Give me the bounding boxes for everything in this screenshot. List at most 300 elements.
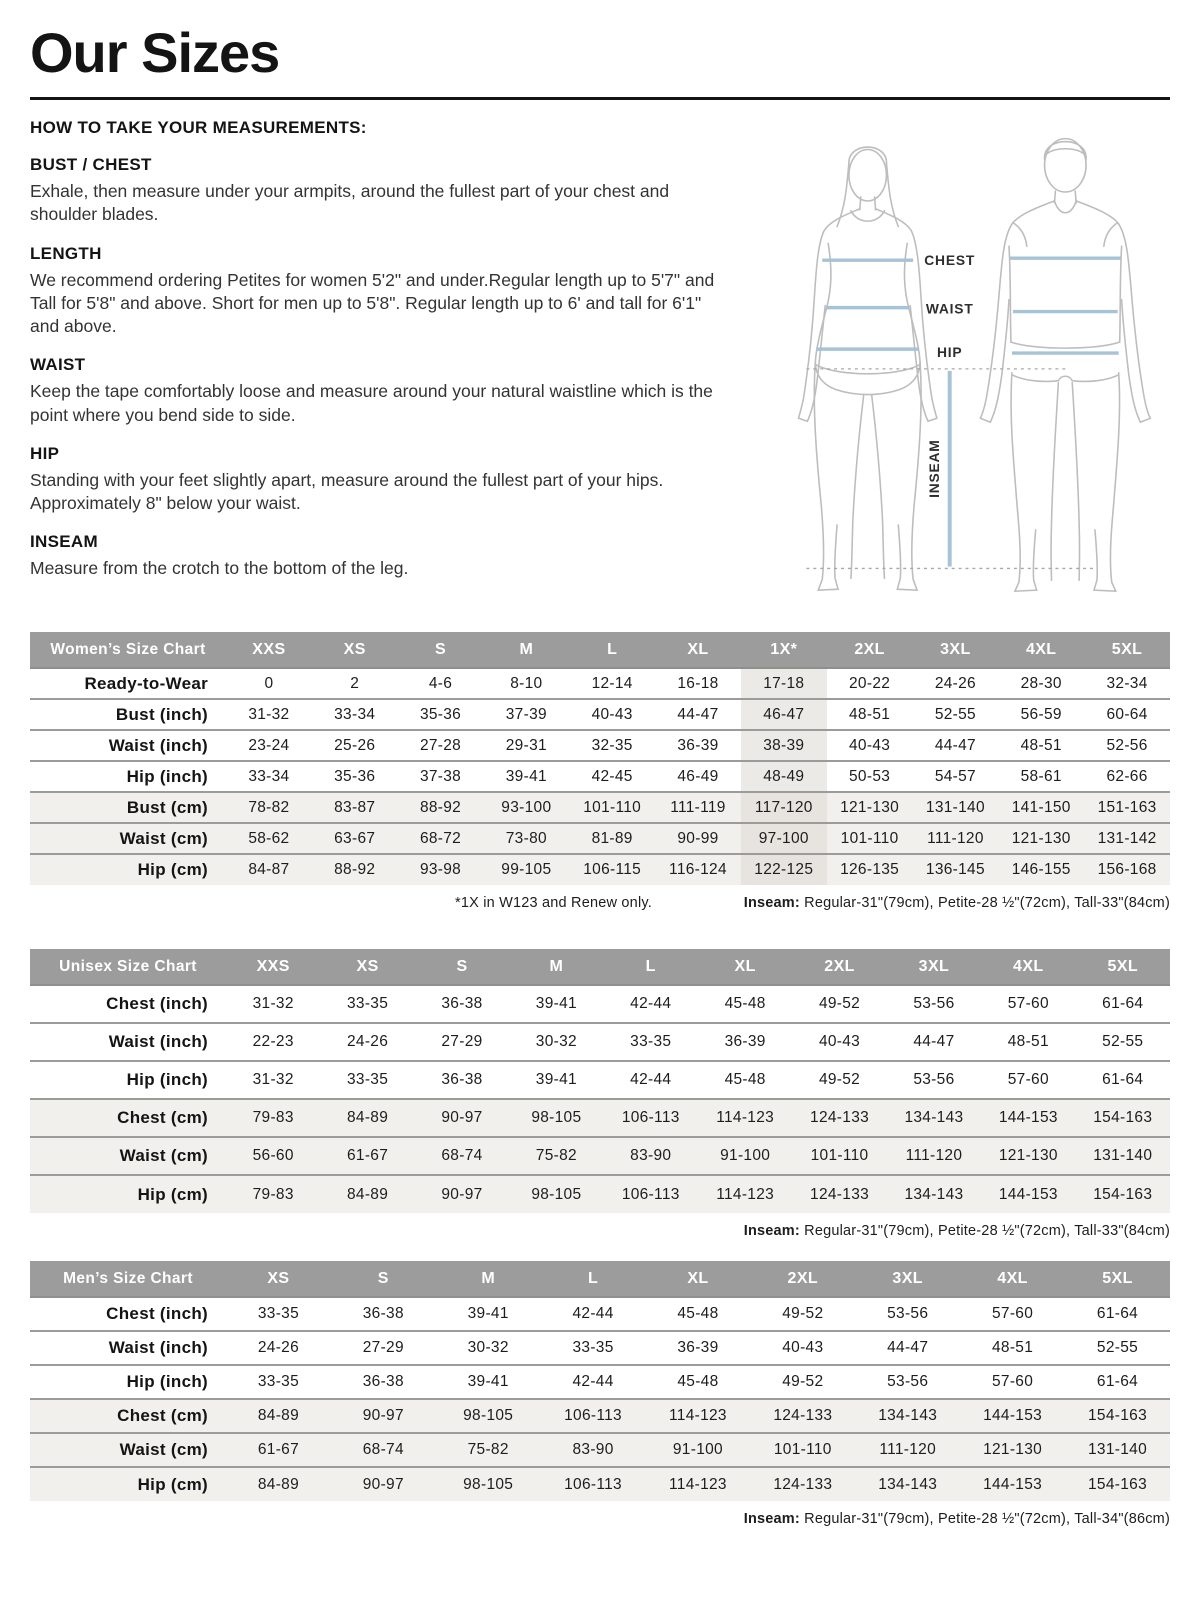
size-value-cell: 29-31 (483, 730, 569, 761)
size-value-cell: 98-105 (509, 1175, 603, 1213)
size-value-cell: 30-32 (509, 1023, 603, 1061)
size-column-header: M (509, 949, 603, 985)
body-measurement-diagram (759, 118, 1174, 596)
size-value-cell: 63-67 (312, 823, 398, 854)
size-value-cell: 124-133 (792, 1175, 886, 1213)
size-column-header: 5XL (1076, 949, 1170, 985)
size-value-cell: 79-83 (226, 1099, 320, 1137)
size-value-cell: 84-89 (226, 1399, 331, 1433)
size-column-header: 1X* (741, 632, 827, 668)
size-value-cell: 93-98 (398, 854, 484, 885)
measurement-row (30, 792, 1170, 823)
size-value-cell: 98-105 (436, 1467, 541, 1501)
size-value-cell: 28-30 (998, 668, 1084, 699)
size-value-cell: 46-49 (655, 761, 741, 792)
table-footnote (30, 895, 1170, 911)
size-value-cell: 114-123 (698, 1175, 792, 1213)
size-value-cell: 154-163 (1065, 1467, 1170, 1501)
instruction-title: WAIST (30, 355, 86, 375)
size-value-cell: 33-35 (604, 1023, 698, 1061)
size-value-cell: 79-83 (226, 1175, 320, 1213)
size-value-cell: 98-105 (509, 1099, 603, 1137)
row-label: Waist (cm) (30, 1137, 226, 1175)
size-value-cell: 36-38 (331, 1365, 436, 1399)
measurement-row (30, 854, 1170, 885)
size-value-cell: 56-59 (998, 699, 1084, 730)
size-value-cell: 134-143 (887, 1175, 981, 1213)
row-label: Hip (inch) (30, 761, 226, 792)
size-value-cell: 33-35 (320, 985, 414, 1023)
instruction-bust-chest (30, 155, 750, 227)
row-label: Waist (inch) (30, 1023, 226, 1061)
size-value-cell: 37-38 (398, 761, 484, 792)
size-charts (30, 632, 1170, 1527)
size-value-cell: 131-140 (1076, 1137, 1170, 1175)
size-chart-unisex-table (30, 949, 1170, 1213)
row-label: Chest (cm) (30, 1099, 226, 1137)
size-value-cell: 32-35 (569, 730, 655, 761)
size-value-cell: 101-110 (792, 1137, 886, 1175)
size-value-cell: 33-34 (226, 761, 312, 792)
row-label: Waist (cm) (30, 1433, 226, 1467)
size-value-cell: 24-26 (226, 1331, 331, 1365)
size-value-cell: 134-143 (855, 1399, 960, 1433)
size-value-cell: 57-60 (960, 1297, 1065, 1331)
size-value-cell: 17-18 (741, 668, 827, 699)
size-value-cell: 22-23 (226, 1023, 320, 1061)
size-column-header: M (483, 632, 569, 668)
size-value-cell: 83-90 (541, 1433, 646, 1467)
size-value-cell: 90-97 (331, 1399, 436, 1433)
size-value-cell: 39-41 (436, 1365, 541, 1399)
size-value-cell: 99-105 (483, 854, 569, 885)
size-column-header: L (541, 1261, 646, 1297)
size-value-cell: 131-140 (1065, 1433, 1170, 1467)
size-column-header: XS (312, 632, 398, 668)
size-value-cell: 121-130 (981, 1137, 1075, 1175)
measurement-row (30, 1399, 1170, 1433)
row-label: Hip (cm) (30, 1175, 226, 1213)
size-value-cell: 35-36 (312, 761, 398, 792)
size-column-header: 2XL (827, 632, 913, 668)
measurement-row (30, 699, 1170, 730)
size-value-cell: 42-44 (604, 985, 698, 1023)
size-value-cell: 124-133 (792, 1099, 886, 1137)
size-column-header: XS (320, 949, 414, 985)
size-value-cell: 53-56 (887, 1061, 981, 1099)
size-value-cell: 57-60 (981, 1061, 1075, 1099)
measurement-row (30, 1467, 1170, 1501)
size-value-cell: 88-92 (398, 792, 484, 823)
size-value-cell: 144-153 (960, 1399, 1065, 1433)
size-column-header: S (331, 1261, 436, 1297)
waist-label: WAIST (925, 300, 974, 317)
size-value-cell: 53-56 (887, 985, 981, 1023)
size-column-header: L (569, 632, 655, 668)
size-value-cell: 68-74 (331, 1433, 436, 1467)
measurement-row (30, 1061, 1170, 1099)
size-value-cell: 83-87 (312, 792, 398, 823)
size-value-cell: 36-39 (655, 730, 741, 761)
size-value-cell: 144-153 (981, 1175, 1075, 1213)
header-row (30, 949, 1170, 985)
size-value-cell: 144-153 (960, 1467, 1065, 1501)
size-value-cell: 33-35 (541, 1331, 646, 1365)
row-label: Hip (inch) (30, 1365, 226, 1399)
size-value-cell: 60-64 (1084, 699, 1170, 730)
size-value-cell: 24-26 (320, 1023, 414, 1061)
size-value-cell: 154-163 (1065, 1399, 1170, 1433)
size-column-header: 5XL (1084, 632, 1170, 668)
size-value-cell: 61-64 (1076, 1061, 1170, 1099)
size-value-cell: 154-163 (1076, 1175, 1170, 1213)
size-value-cell: 122-125 (741, 854, 827, 885)
size-column-header: 2XL (792, 949, 886, 985)
size-column-header: XL (698, 949, 792, 985)
size-value-cell: 124-133 (750, 1467, 855, 1501)
size-value-cell: 56-60 (226, 1137, 320, 1175)
size-value-cell: 126-135 (827, 854, 913, 885)
size-value-cell: 4-6 (398, 668, 484, 699)
size-value-cell: 12-14 (569, 668, 655, 699)
size-value-cell: 45-48 (646, 1297, 751, 1331)
size-value-cell: 16-18 (655, 668, 741, 699)
footnote-1x-note: *1X in W123 and Renew only. (455, 895, 652, 911)
measurement-row (30, 1365, 1170, 1399)
size-value-cell: 101-110 (569, 792, 655, 823)
size-value-cell: 40-43 (750, 1331, 855, 1365)
row-label: Bust (inch) (30, 699, 226, 730)
size-value-cell: 42-44 (541, 1365, 646, 1399)
size-column-header: S (398, 632, 484, 668)
size-value-cell: 68-74 (415, 1137, 509, 1175)
size-value-cell: 61-64 (1076, 985, 1170, 1023)
measurement-row (30, 761, 1170, 792)
size-value-cell: 84-89 (226, 1467, 331, 1501)
size-value-cell: 48-51 (827, 699, 913, 730)
size-value-cell: 49-52 (750, 1297, 855, 1331)
size-value-cell: 57-60 (981, 985, 1075, 1023)
instruction-body: Measure from the crotch to the bottom of the leg. (30, 558, 409, 579)
size-value-cell: 30-32 (436, 1331, 541, 1365)
size-value-cell: 106-113 (604, 1175, 698, 1213)
row-label: Waist (inch) (30, 730, 226, 761)
size-value-cell: 88-92 (312, 854, 398, 885)
size-value-cell: 52-55 (913, 699, 999, 730)
size-value-cell: 90-97 (415, 1175, 509, 1213)
size-value-cell: 62-66 (1084, 761, 1170, 792)
size-value-cell: 57-60 (960, 1365, 1065, 1399)
size-value-cell: 39-41 (509, 985, 603, 1023)
size-value-cell: 36-39 (646, 1331, 751, 1365)
size-value-cell: 38-39 (741, 730, 827, 761)
size-value-cell: 37-39 (483, 699, 569, 730)
size-value-cell: 58-62 (226, 823, 312, 854)
instruction-body: We recommend ordering Petites for women 5'2" and under.Regular length up to 5'7" and Tall for 5'8" and above. Short for men up to 5'8". Regular length up to 6' and tall for 6'1" and above. (30, 269, 715, 337)
size-value-cell: 45-48 (646, 1365, 751, 1399)
size-value-cell: 84-87 (226, 854, 312, 885)
size-column-header: XS (226, 1261, 331, 1297)
size-value-cell: 121-130 (998, 823, 1084, 854)
size-value-cell: 58-61 (998, 761, 1084, 792)
size-value-cell: 131-142 (1084, 823, 1170, 854)
measurement-instructions-section (30, 118, 1170, 598)
size-value-cell: 124-133 (750, 1399, 855, 1433)
size-value-cell: 27-29 (415, 1023, 509, 1061)
size-value-cell: 141-150 (998, 792, 1084, 823)
header-row (30, 1261, 1170, 1297)
header-row (30, 632, 1170, 668)
size-value-cell: 36-38 (415, 985, 509, 1023)
instruction-body: Standing with your feet slightly apart, measure around the fullest part of your hips. Approximately 8" below your waist. (30, 469, 664, 514)
size-value-cell: 134-143 (887, 1099, 981, 1137)
instruction-body: Exhale, then measure under your armpits, around the fullest part of your chest and shoulder blades. (30, 181, 670, 225)
size-value-cell: 121-130 (960, 1433, 1065, 1467)
size-value-cell: 27-28 (398, 730, 484, 761)
size-column-header: XXS (226, 949, 320, 985)
how-to-measure-text (30, 118, 750, 581)
instruction-title: LENGTH (30, 243, 102, 263)
table-footnote (30, 1511, 1170, 1527)
size-value-cell: 31-32 (226, 1061, 320, 1099)
instruction-body: Keep the tape comfortably loose and measure around your natural waistline which is the point where you bend side to side. (30, 381, 713, 425)
male-figure-illustration (980, 139, 1150, 592)
table-title: Unisex Size Chart (30, 949, 226, 985)
size-value-cell: 44-47 (855, 1331, 960, 1365)
inseam-label: INSEAM (925, 439, 942, 498)
size-value-cell: 35-36 (398, 699, 484, 730)
size-value-cell: 93-100 (483, 792, 569, 823)
instruction-waist (30, 355, 750, 427)
size-value-cell: 131-140 (913, 792, 999, 823)
table-title: Women’s Size Chart (30, 632, 226, 668)
size-value-cell: 154-163 (1076, 1099, 1170, 1137)
size-value-cell: 52-55 (1076, 1023, 1170, 1061)
size-value-cell: 75-82 (436, 1433, 541, 1467)
size-column-header: 2XL (750, 1261, 855, 1297)
table-footnote (30, 1223, 1170, 1239)
row-label: Hip (inch) (30, 1061, 226, 1099)
size-value-cell: 98-105 (436, 1399, 541, 1433)
size-value-cell: 114-123 (698, 1099, 792, 1137)
size-value-cell: 23-24 (226, 730, 312, 761)
size-column-header: 3XL (887, 949, 981, 985)
size-value-cell: 111-120 (913, 823, 999, 854)
size-value-cell: 45-48 (698, 1061, 792, 1099)
page-title: Our Sizes (30, 21, 280, 84)
size-value-cell: 8-10 (483, 668, 569, 699)
size-value-cell: 40-43 (569, 699, 655, 730)
size-value-cell: 111-119 (655, 792, 741, 823)
size-value-cell: 90-99 (655, 823, 741, 854)
size-value-cell: 84-89 (320, 1175, 414, 1213)
size-chart-women (30, 632, 1170, 911)
size-value-cell: 106-113 (541, 1467, 646, 1501)
size-value-cell: 97-100 (741, 823, 827, 854)
size-value-cell: 73-80 (483, 823, 569, 854)
size-value-cell: 48-51 (998, 730, 1084, 761)
size-column-header: M (436, 1261, 541, 1297)
size-value-cell: 136-145 (913, 854, 999, 885)
size-column-header: XL (655, 632, 741, 668)
size-value-cell: 20-22 (827, 668, 913, 699)
size-value-cell: 68-72 (398, 823, 484, 854)
size-value-cell: 111-120 (887, 1137, 981, 1175)
table-title: Men’s Size Chart (30, 1261, 226, 1297)
size-value-cell: 91-100 (698, 1137, 792, 1175)
size-value-cell: 45-48 (698, 985, 792, 1023)
size-value-cell: 91-100 (646, 1433, 751, 1467)
size-value-cell: 106-113 (541, 1399, 646, 1433)
size-value-cell: 116-124 (655, 854, 741, 885)
size-column-header: XXS (226, 632, 312, 668)
size-value-cell: 61-67 (226, 1433, 331, 1467)
size-value-cell: 33-34 (312, 699, 398, 730)
size-value-cell: 81-89 (569, 823, 655, 854)
size-value-cell: 106-113 (604, 1099, 698, 1137)
measurement-row (30, 823, 1170, 854)
size-value-cell: 61-64 (1065, 1297, 1170, 1331)
size-value-cell: 39-41 (483, 761, 569, 792)
size-value-cell: 48-51 (981, 1023, 1075, 1061)
size-value-cell: 83-90 (604, 1137, 698, 1175)
instruction-title: INSEAM (30, 532, 98, 552)
size-value-cell: 111-120 (855, 1433, 960, 1467)
size-value-cell: 54-57 (913, 761, 999, 792)
size-value-cell: 156-168 (1084, 854, 1170, 885)
size-value-cell: 32-34 (1084, 668, 1170, 699)
size-value-cell: 36-38 (415, 1061, 509, 1099)
size-value-cell: 75-82 (509, 1137, 603, 1175)
measurement-row (30, 1137, 1170, 1175)
size-value-cell: 117-120 (741, 792, 827, 823)
measurement-row (30, 1023, 1170, 1061)
measurement-row (30, 1297, 1170, 1331)
size-value-cell: 50-53 (827, 761, 913, 792)
size-value-cell: 61-64 (1065, 1365, 1170, 1399)
size-value-cell: 42-44 (604, 1061, 698, 1099)
size-value-cell: 44-47 (913, 730, 999, 761)
row-label: Waist (cm) (30, 823, 226, 854)
size-column-header: S (415, 949, 509, 985)
size-column-header: L (604, 949, 698, 985)
size-chart-men-table (30, 1261, 1170, 1501)
size-value-cell: 101-110 (750, 1433, 855, 1467)
size-value-cell: 49-52 (792, 1061, 886, 1099)
size-value-cell: 78-82 (226, 792, 312, 823)
size-value-cell: 31-32 (226, 699, 312, 730)
footnote-inseam: Inseam: Regular-31"(79cm), Petite-28 ½"(72cm), Tall-33"(84cm) (743, 1223, 1170, 1239)
size-value-cell: 44-47 (887, 1023, 981, 1061)
measurement-row (30, 1331, 1170, 1365)
size-column-header: 4XL (960, 1261, 1065, 1297)
size-value-cell: 114-123 (646, 1399, 751, 1433)
size-value-cell: 53-56 (855, 1297, 960, 1331)
row-label: Hip (cm) (30, 1467, 226, 1501)
size-value-cell: 44-47 (655, 699, 741, 730)
size-value-cell: 52-55 (1065, 1331, 1170, 1365)
instruction-title: BUST / CHEST (30, 155, 152, 174)
size-value-cell: 146-155 (998, 854, 1084, 885)
size-value-cell: 106-115 (569, 854, 655, 885)
size-value-cell: 48-51 (960, 1331, 1065, 1365)
row-label: Chest (inch) (30, 985, 226, 1023)
size-column-header: 4XL (981, 949, 1075, 985)
size-value-cell: 0 (226, 668, 312, 699)
row-label: Bust (cm) (30, 792, 226, 823)
size-chart-women-table (30, 632, 1170, 885)
size-value-cell: 39-41 (509, 1061, 603, 1099)
size-value-cell: 49-52 (750, 1365, 855, 1399)
size-value-cell: 39-41 (436, 1297, 541, 1331)
size-value-cell: 90-97 (331, 1467, 436, 1501)
chest-label: CHEST (924, 252, 976, 269)
instructions-heading: HOW TO TAKE YOUR MEASUREMENTS: (30, 118, 367, 137)
size-value-cell: 40-43 (792, 1023, 886, 1061)
size-value-cell: 151-163 (1084, 792, 1170, 823)
size-value-cell: 114-123 (646, 1467, 751, 1501)
title-divider (30, 97, 1170, 100)
size-value-cell: 53-56 (855, 1365, 960, 1399)
size-chart-unisex (30, 949, 1170, 1239)
instruction-hip (30, 444, 750, 516)
size-value-cell: 31-32 (226, 985, 320, 1023)
footnote-inseam: Inseam: Regular-31"(79cm), Petite-28 ½"(72cm), Tall-34"(86cm) (743, 1511, 1170, 1527)
size-value-cell: 61-67 (320, 1137, 414, 1175)
size-value-cell: 36-38 (331, 1297, 436, 1331)
instruction-length (30, 244, 750, 339)
size-value-cell: 42-44 (541, 1297, 646, 1331)
row-label: Hip (cm) (30, 854, 226, 885)
size-value-cell: 121-130 (827, 792, 913, 823)
measurement-row (30, 1433, 1170, 1467)
row-label: Chest (inch) (30, 1297, 226, 1331)
row-label: Waist (inch) (30, 1331, 226, 1365)
measurement-row (30, 668, 1170, 699)
size-value-cell: 33-35 (226, 1365, 331, 1399)
instruction-inseam (30, 532, 750, 580)
size-value-cell: 25-26 (312, 730, 398, 761)
size-value-cell: 90-97 (415, 1099, 509, 1137)
measurement-row (30, 1175, 1170, 1213)
size-column-header: 4XL (998, 632, 1084, 668)
size-value-cell: 33-35 (320, 1061, 414, 1099)
size-column-header: 3XL (855, 1261, 960, 1297)
size-value-cell: 27-29 (331, 1331, 436, 1365)
measurement-row (30, 1099, 1170, 1137)
female-figure-illustration (799, 147, 937, 590)
size-column-header: 3XL (913, 632, 999, 668)
size-value-cell: 49-52 (792, 985, 886, 1023)
footnote-inseam: Inseam: Regular-31"(79cm), Petite-28 ½"(72cm), Tall-33"(84cm) (743, 895, 1170, 911)
size-value-cell: 36-39 (698, 1023, 792, 1061)
size-column-header: XL (646, 1261, 751, 1297)
size-value-cell: 42-45 (569, 761, 655, 792)
size-value-cell: 40-43 (827, 730, 913, 761)
size-column-header: 5XL (1065, 1261, 1170, 1297)
row-label: Ready-to-Wear (30, 668, 226, 699)
measurement-row (30, 730, 1170, 761)
size-value-cell: 48-49 (741, 761, 827, 792)
row-label: Chest (cm) (30, 1399, 226, 1433)
size-value-cell: 24-26 (913, 668, 999, 699)
size-value-cell: 101-110 (827, 823, 913, 854)
size-value-cell: 134-143 (855, 1467, 960, 1501)
size-value-cell: 84-89 (320, 1099, 414, 1137)
size-value-cell: 2 (312, 668, 398, 699)
size-chart-men (30, 1261, 1170, 1527)
measurement-row (30, 985, 1170, 1023)
